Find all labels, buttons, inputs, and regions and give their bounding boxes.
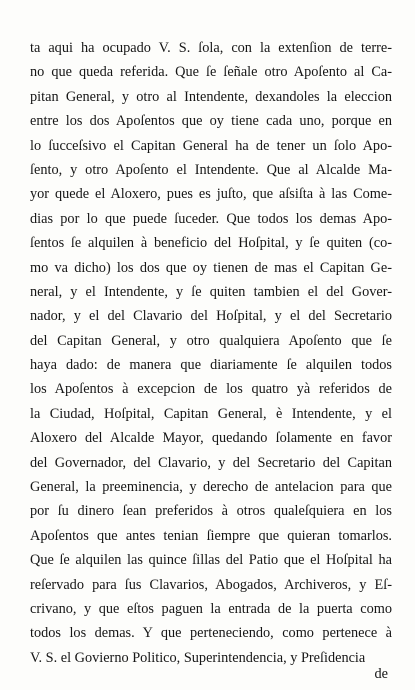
- catchword: de: [374, 666, 388, 682]
- text-line: todos los demas. Y que perteneciendo, como pertenece à: [30, 625, 392, 642]
- text-line: ſento, y otro Apoſento el Intendente. Que al Alcalde Ma-: [30, 161, 392, 178]
- text-line: del Capitan General, y otro qualquiera Apoſento que ſe: [30, 332, 392, 349]
- text-line: Aloxero del Alcalde Mayor, quedando ſolamente en favor: [30, 430, 392, 447]
- text-line: yor quede el Aloxero, pues es juſto, que aſsiſta à las Come-: [30, 186, 392, 203]
- text-line: crivano, y que eſtos paguen la entrada de la puerta como: [30, 600, 392, 617]
- text-line: por ſu dinero ſean preferidos à otros qualeſquiera en los: [30, 503, 392, 520]
- text-line: ta aqui ha ocupado V. S. ſola, con la extenſion de terre-: [30, 40, 392, 56]
- text-line: General, la preeminencia, y derecho de antelacion para que: [30, 479, 392, 496]
- text-line: nador, y el del Clavario del Hoſpital, y el del Secretario: [30, 308, 392, 325]
- text-line: pitan General, y otro al Intendente, dexandoles la eleccion: [30, 88, 392, 105]
- text-line: Que ſe alquilen las quince ſillas del Patio que el Hoſpital ha: [30, 552, 392, 569]
- text-line: los Apoſentos à excepcion de los quatro yà referidos de: [30, 381, 392, 398]
- text-line: la Ciudad, Hoſpital, Capitan General, è Intendente, y el: [30, 405, 392, 422]
- text-line: reſervado para ſus Clavarios, Abogados, Archiveros, y Eſ-: [30, 576, 392, 593]
- text-line: neral, y el Intendente, y ſe quiten tambien el del Gover-: [30, 283, 392, 300]
- body-text: [30, 36, 392, 670]
- text-line: mo va dicho) los dos que oy tienen de mas el Capitan Ge-: [30, 259, 392, 276]
- text-line: dias por lo que puede ſuceder. Que todos los demas Apo-: [30, 210, 392, 227]
- text-line: V. S. el Govierno Politico, Superintendencia, y Preſidencia: [30, 649, 366, 666]
- text-line: entre los dos Apoſentos que oy tiene cada uno, porque en: [30, 113, 392, 130]
- text-line: haya dado: de manera que diariamente ſe alquilen todos: [30, 357, 392, 374]
- text-line: no que queda referida. Que ſe ſeñale otro Apoſento al Ca-: [30, 64, 392, 81]
- text-line: Apoſentos que antes tenian ſiempre que quieran tomarlos.: [30, 527, 392, 544]
- text-line: ſentos ſe alquilen à beneficio del Hoſpital, y ſe quiten (co-: [30, 235, 392, 252]
- text-line: del Governador, del Clavario, y del Secretario del Capitan: [30, 454, 392, 471]
- text-line: lo ſucceſsivo el Capitan General ha de tener un ſolo Apo-: [30, 137, 392, 154]
